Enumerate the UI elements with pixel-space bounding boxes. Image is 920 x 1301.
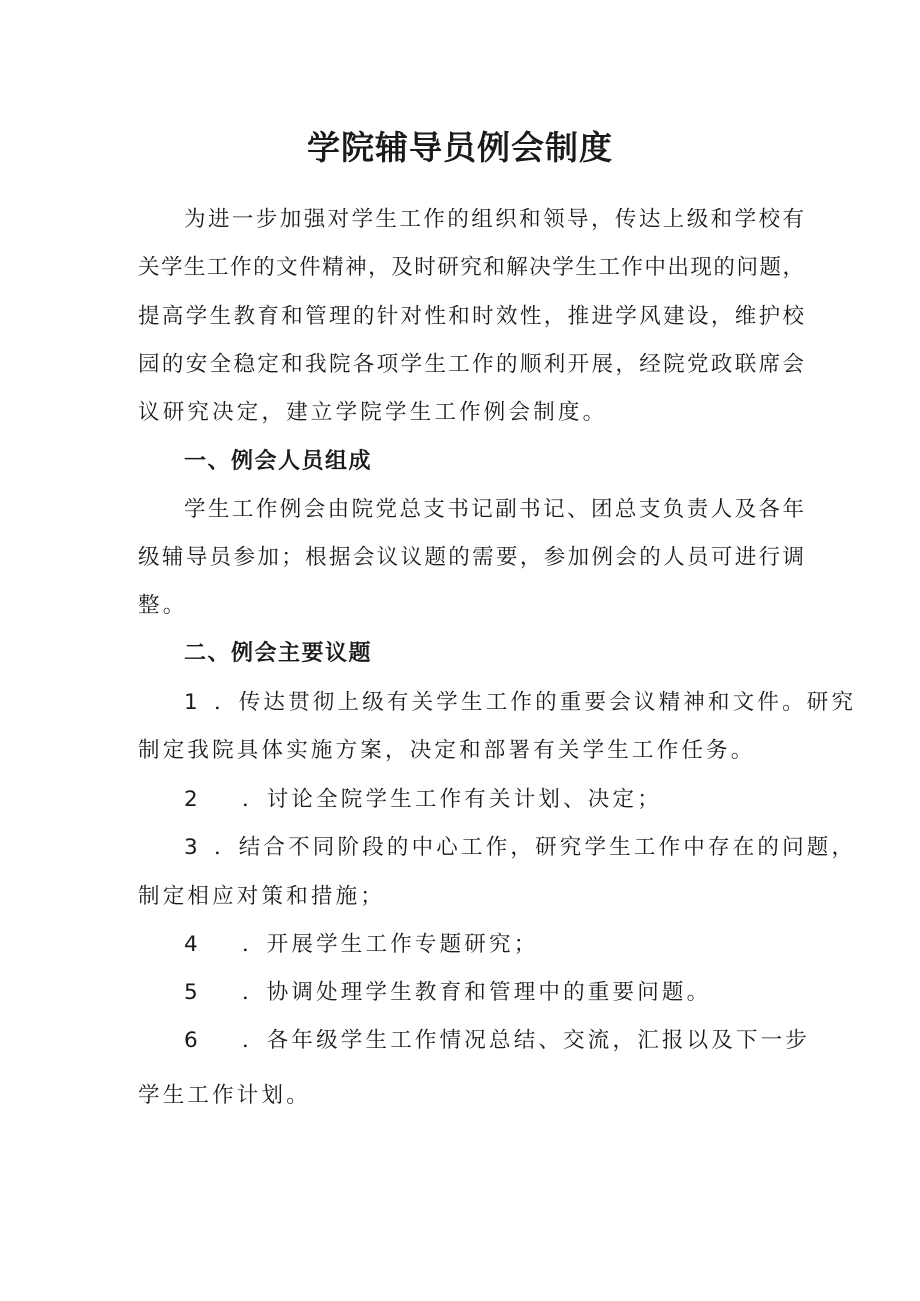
- item-3-continuation: 制定相应对策和措施；: [138, 884, 386, 909]
- section1-line-3: 整。: [138, 593, 188, 618]
- item-3-number: 3: [184, 835, 201, 860]
- item-4-number: 4: [184, 932, 201, 957]
- intro-line-3: 提高学生教育和管理的针对性和时效性，推进学风建设，维护校: [138, 304, 804, 329]
- section1-heading: 一、例会人员组成: [184, 449, 373, 474]
- item-5: [184, 977, 711, 1009]
- item-4-text: ．开展学生工作专题研究；: [242, 932, 539, 957]
- item-2: [184, 784, 662, 816]
- item-3-text: ．结合不同阶段的中心工作，研究学生工作中存在的问题，: [214, 835, 857, 860]
- intro-line-2: 关学生工作的文件精神，及时研究和解决学生工作中出现的问题，: [138, 255, 804, 280]
- item-5-number: 5: [184, 980, 201, 1005]
- item-5-text: ．协调处理学生教育和管理中的重要问题。: [242, 980, 712, 1005]
- intro-line-4: 园的安全稳定和我院各项学生工作的顺利开展，经院党政联席会: [138, 352, 804, 377]
- item-6-text: ．各年级学生工作情况总结、交流，汇报以及下一步: [242, 1028, 811, 1053]
- item-6: [184, 1025, 810, 1057]
- intro-line-5: 议研究决定，建立学院学生工作例会制度。: [138, 400, 608, 425]
- document-title: 学院辅导员例会制度: [307, 128, 613, 167]
- item-1-text: ．传达贯彻上级有关学生工作的重要会议精神和文件。研究: [214, 690, 857, 715]
- item-1: [184, 687, 856, 719]
- item-4: [184, 929, 538, 961]
- item-2-text: ．讨论全院学生工作有关计划、决定；: [242, 787, 662, 812]
- section1-line-1: 学生工作例会由院党总支书记副书记、团总支负责人及各年: [184, 497, 804, 522]
- item-1-number: 1: [184, 690, 201, 715]
- section1-line-2: 级辅导员参加；根据会议议题的需要，参加例会的人员可进行调: [138, 545, 804, 570]
- intro-line-1: 为进一步加强对学生工作的组织和领导，传达上级和学校有: [184, 207, 804, 232]
- section2-heading: 二、例会主要议题: [184, 641, 373, 666]
- item-3: [184, 832, 856, 864]
- item-2-number: 2: [184, 787, 201, 812]
- item-1-continuation: 制定我院具体实施方案，决定和部署有关学生工作任务。: [138, 738, 756, 763]
- item-6-continuation: 学生工作计划。: [138, 1083, 311, 1108]
- item-6-number: 6: [184, 1028, 201, 1053]
